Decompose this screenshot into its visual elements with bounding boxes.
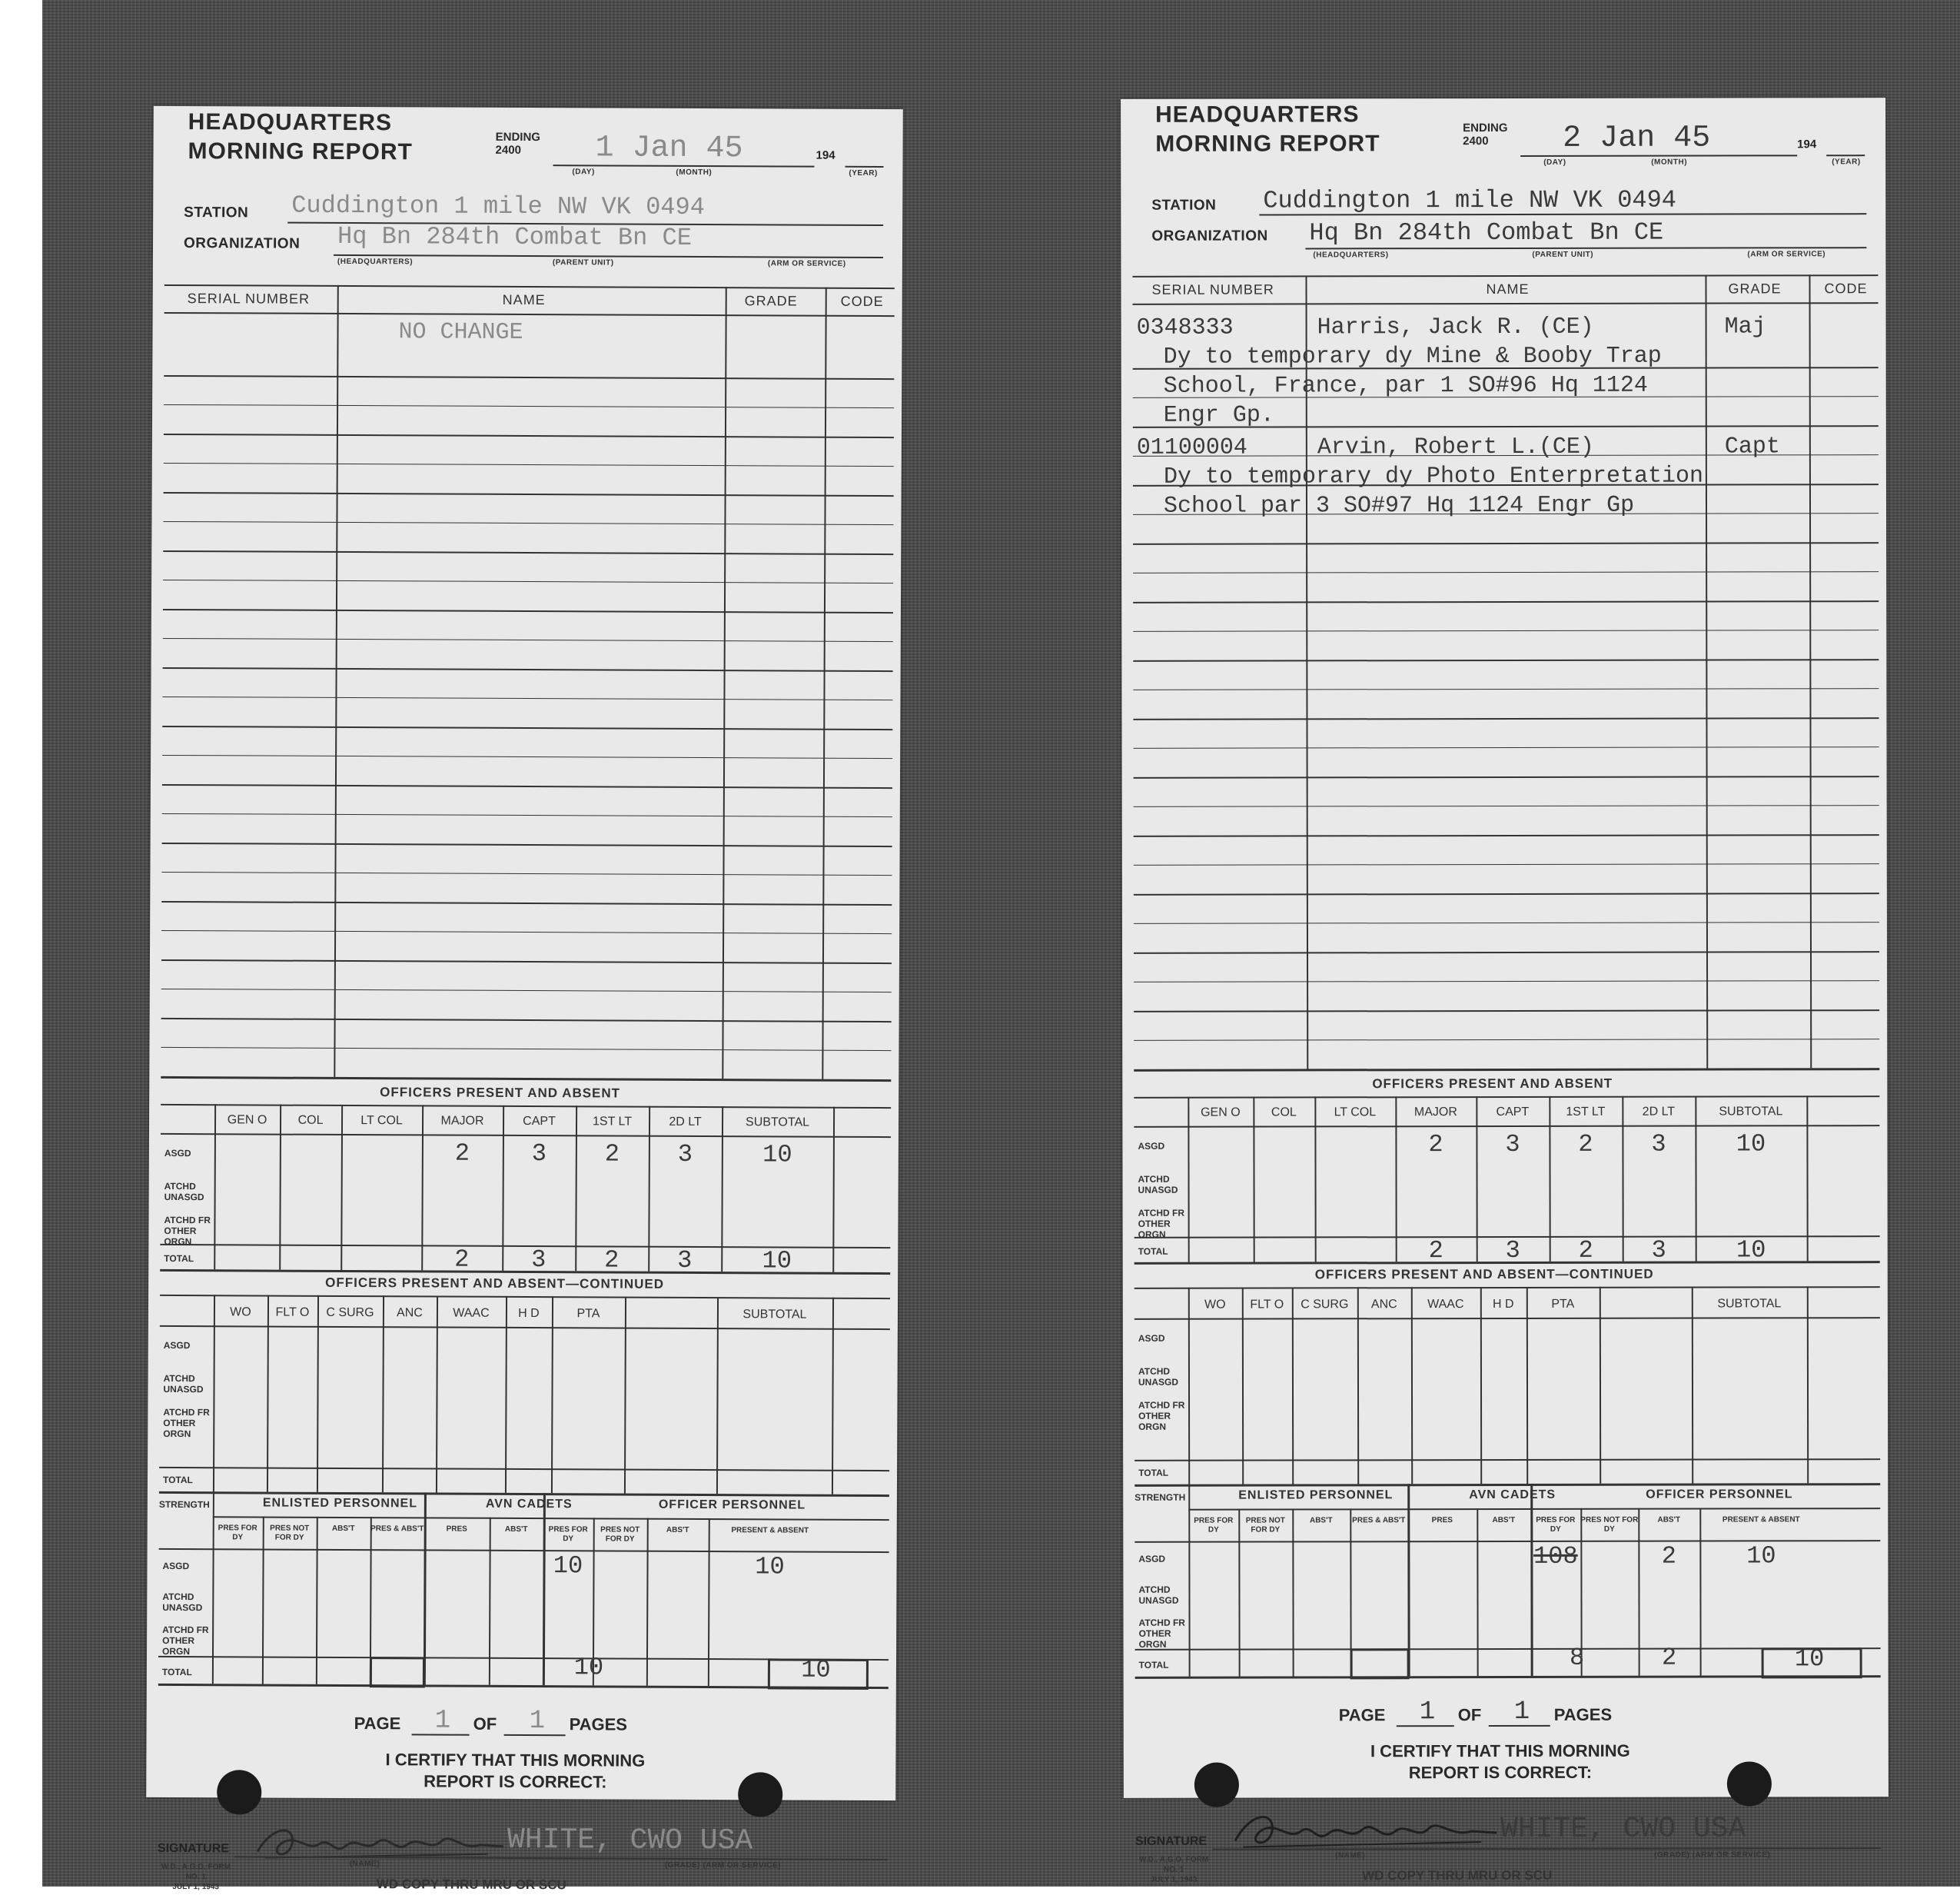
roster-rule — [162, 813, 892, 817]
form-header: HEADQUARTERS MORNING REPORT — [188, 109, 413, 165]
roster-rule — [1133, 425, 1879, 428]
roster-rule — [162, 696, 892, 700]
ending-date: 2 Jan 45 — [1563, 121, 1711, 156]
roster-rule — [1133, 600, 1879, 603]
copy-note: WD COPY THRU MRU OR SCU — [1362, 1867, 1553, 1883]
officers-continued-title: OFFICERS PRESENT AND ABSENT—CONTINUED — [325, 1275, 665, 1292]
year-prefix: 194 — [1797, 138, 1817, 151]
copy-note: WD COPY THRU MRU OR SCU — [376, 1877, 566, 1893]
roster-rule — [1134, 980, 1879, 982]
page-label: PAGE — [1338, 1705, 1386, 1725]
page-total: 1 — [1513, 1697, 1530, 1727]
signature-typed-name: WHITE, CWO USA — [507, 1823, 753, 1858]
col-code: CODE — [840, 293, 884, 310]
roster-rule — [163, 521, 893, 525]
station-value: Cuddington 1 mile NW VK 0494 — [291, 191, 706, 222]
roster-rule — [1134, 1009, 1879, 1012]
certification: I CERTIFY THAT THIS MORNING REPORT IS CORRECT: — [1370, 1740, 1630, 1783]
morning-report-card-right: HEADQUARTERS MORNING REPORT ENDING 2400 2 Jan 45 194 (DAY) (MONTH) (YEAR) STATION Cuddington 1 mile NW VK 0494 ORGANIZATION Hq Bn 284th Combat Bn CE (HEADQUARTERS) (PARENT UNIT) (ARM OR SERVICE) SERIAL NUMBER NAME GRADE CODE 0348333 Harris, Jack R. (CE) Maj Dy to temporary dy Mine & Booby Trap School, France, par 1 SO#96 Hq 1124 Engr Gp. 01100004 Arvin, Robert L.(CE) Capt Dy to temporary dy Photo Enterpretation School par 3 SO#97 Hq 1124 Engr Gp OFFICERS PRESENT AND ABSENT GEN O COL LT COL MAJOR CAPT 1ST LT 2D LT SUBTOTAL ASGD ATCHD UNASGD ATCHD FR OTHER ORGN TOTAL 2 3 2 3 10 2 3 2 3 10 OFFICERS PRESENT AND ABSENT—CONTINUED WO FLT O C SURG ANC WAAC H D PTA SUBTOTAL ASGD ATCHD UNASGD ATCHD FR OTHER ORGN TOTAL STRENGTH ENLISTED PERSONNEL AVN CADETS OFFICER PERSONNEL PRES FOR DY PRES NOT FOR DY ABS'T PRES & ABS'T PRES ABS'T PRES FOR DY PRES NOT FOR DY ABS'T PRESENT & ABSENT ASGD ATCHD UNASGD ATCHD FR OTHER ORGN TOTAL 108 2 10 8 2 10 PAGE 1 OF 1 PAGES I CERTIFY THAT THIS MORNING REPORT IS CORRECT: SIGNATURE WHITE, CWO USA W.D., A.G.O. FORM NO. 1 JULY 1, 1943 (NAME) (GRADE) (ARM OR SERVICE) WD COPY THRU MRU OR SCU — [1121, 98, 1889, 1798]
handwritten-signature — [1227, 1807, 1504, 1858]
form-header: HEADQUARTERS MORNING REPORT — [1155, 101, 1380, 157]
officers-present-absent-title: OFFICERS PRESENT AND ABSENT — [1372, 1075, 1613, 1092]
col-name: NAME — [1486, 281, 1530, 298]
roster-rule — [161, 1047, 891, 1051]
roster-rule — [163, 580, 893, 583]
roster-rule — [163, 609, 893, 613]
roster-rule — [1134, 1039, 1879, 1041]
ending-label: ENDING 2400 — [495, 130, 541, 157]
roster-rule — [161, 930, 892, 934]
morning-report-card-left: HEADQUARTERS MORNING REPORT ENDING 2400 1 Jan 45 194 (DAY) (MONTH) (YEAR) STATION Cuddington 1 mile NW VK 0494 ORGANIZATION Hq Bn 284th Combat Bn CE (HEADQUARTERS) (PARENT UNIT) (ARM OR SERVICE) SERIAL NUMBER NAME GRADE CODE NO CHANGE OFFICERS PRESENT AND ABSENT GEN O COL LT COL MAJOR CAPT 1ST LT 2D LT SUBTOTAL ASGD ATCHD UNASGD ATCHD FR OTHER ORGN TOTAL 2 3 2 3 10 2 3 2 3 10 OFFICERS PRESENT AND ABSENT—CONTINUED WO FLT O C SURG ANC WAAC H D PTA SUBTOTAL ASGD ATCHD UNASGD ATCHD FR OTHER ORGN TOTAL STRENGTH ENLISTED PERSONNEL AVN CADETS OFFICER PERSONNEL PRES FOR DY PRES NOT FOR DY ABS'T PRES & ABS'T PRES ABS'T PRES FOR DY PRES NOT FOR DY ABS'T PRESENT & ABSENT ASGD ATCHD UNASGD ATCHD FR OTHER ORGN TOTAL 10 10 10 10 PAGE 1 OF 1 PAGES I CERTIFY THAT THIS MORNING REPORT IS CORRECT: SIGNATURE WHITE, CWO USA W.D., A.G.O. FORM NO. 1 JULY 1, 1943 (NAME) (GRADE) (ARM OR SERVICE) WD COPY THRU MRU OR SCU — [146, 106, 903, 1800]
organization-value: Hq Bn 284th Combat Bn CE — [1309, 218, 1664, 248]
roster-rule — [1134, 776, 1879, 779]
page-number: 1 — [1419, 1697, 1436, 1727]
page-label: PAGE — [354, 1714, 401, 1734]
page-number: 1 — [434, 1706, 451, 1736]
roster-rule — [1133, 659, 1879, 662]
roster-rule — [163, 667, 893, 672]
officers-present-absent-title: OFFICERS PRESENT AND ABSENT — [380, 1085, 621, 1101]
punch-hole — [1727, 1761, 1772, 1806]
roster-rule — [161, 872, 892, 876]
struck-value: 108 — [1533, 1541, 1578, 1571]
punch-hole — [738, 1772, 782, 1817]
form-number: W.D., A.G.O. FORM NO. 1 JULY 1, 1943 — [161, 1862, 231, 1892]
roster-rule — [162, 726, 892, 730]
entry-name: Arvin, Robert L.(CE) — [1317, 434, 1594, 461]
roster-rule — [161, 901, 892, 906]
roster-rule — [164, 404, 894, 408]
roster-rule — [1134, 834, 1879, 837]
entry-remark: School, France, par 1 SO#96 Hq 1124 — [1163, 372, 1648, 400]
col-grade: GRADE — [744, 293, 798, 309]
officers-continued-title: OFFICERS PRESENT AND ABSENT—CONTINUED — [1314, 1266, 1654, 1282]
entry-serial: 0348333 — [1136, 314, 1234, 341]
roster-rule — [164, 492, 894, 497]
entry-grade: Maj — [1724, 314, 1766, 341]
roster-rule — [161, 959, 892, 964]
entry-name: Harris, Jack R. (CE) — [1317, 314, 1594, 341]
col-name: NAME — [502, 291, 546, 308]
organization-label: ORGANIZATION — [183, 235, 301, 252]
punch-hole — [217, 1770, 261, 1814]
ending-date: 1 Jan 45 — [595, 131, 743, 167]
no-change-entry: NO CHANGE — [398, 319, 523, 346]
roster-rule — [1133, 630, 1879, 632]
roster-rule — [1134, 863, 1879, 866]
roster-rule — [163, 638, 893, 642]
col-serial-number: SERIAL NUMBER — [1151, 281, 1274, 298]
entry-grade: Capt — [1724, 434, 1780, 460]
roster-rule — [164, 375, 894, 380]
roster-rule — [1134, 893, 1879, 896]
station-label: STATION — [184, 204, 249, 221]
roster-rule — [161, 989, 892, 992]
roster-rule — [1133, 542, 1879, 545]
roster-rule — [1133, 717, 1879, 720]
station-label: STATION — [1151, 197, 1217, 214]
roster-rule — [161, 1018, 892, 1022]
entry-remark: Dy to temporary dy Mine & Booby Trap — [1163, 343, 1662, 371]
signature-typed-name: WHITE, CWO USA — [1500, 1812, 1746, 1847]
organization-label: ORGANIZATION — [1151, 228, 1268, 244]
punch-hole — [1194, 1763, 1239, 1807]
roster-rule — [162, 755, 892, 759]
roster-rule — [163, 550, 893, 555]
roster-rule — [1134, 805, 1879, 807]
col-serial-number: SERIAL NUMBER — [187, 291, 311, 307]
col-grade: GRADE — [1728, 281, 1782, 297]
roster-rule — [1134, 746, 1879, 749]
roster-rule — [1134, 951, 1879, 954]
roster-rule — [164, 463, 894, 467]
roster-rule — [1134, 922, 1879, 924]
organization-value: Hq Bn 284th Combat Bn CE — [337, 221, 693, 252]
station-value: Cuddington 1 mile NW VK 0494 — [1263, 185, 1677, 215]
entry-remark: Dy to temporary dy Photo Enterpretation — [1163, 463, 1704, 490]
col-code: CODE — [1824, 281, 1868, 297]
roster-rule — [162, 843, 892, 847]
roster-rule — [1133, 571, 1879, 573]
roster-rule — [162, 784, 892, 789]
form-number: W.D., A.G.O. FORM NO. 1 JULY 1, 1943 — [1138, 1855, 1209, 1884]
ending-label: ENDING 2400 — [1463, 121, 1508, 148]
year-prefix: 194 — [816, 148, 835, 162]
roster-rule — [164, 434, 894, 438]
entry-serial: 01100004 — [1136, 434, 1247, 461]
entry-remark: Engr Gp. — [1163, 402, 1274, 429]
roster-rule — [1133, 688, 1879, 690]
entry-remark: School par 3 SO#97 Hq 1124 Engr Gp — [1163, 492, 1635, 520]
certification: I CERTIFY THAT THIS MORNING REPORT IS CORRECT: — [385, 1750, 646, 1792]
handwritten-signature — [250, 1820, 511, 1867]
page-total: 1 — [529, 1707, 546, 1737]
